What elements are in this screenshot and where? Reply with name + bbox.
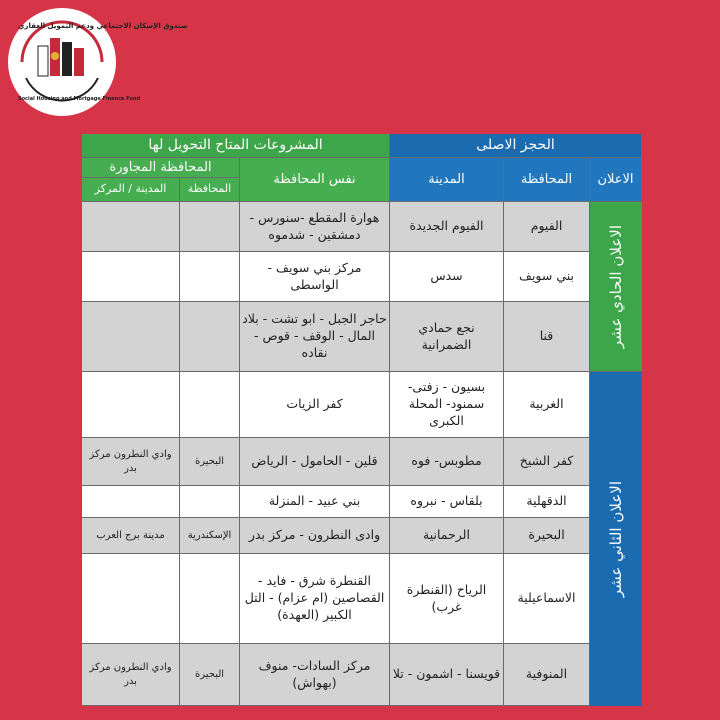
table-row: بني عبيد - المنزلة (240, 486, 390, 518)
table-row: الفيوم (504, 202, 590, 252)
table-row (82, 554, 180, 644)
header-governorate: المحافظة (504, 158, 590, 202)
table-row (180, 202, 240, 252)
table-row (82, 372, 180, 438)
table-row (180, 554, 240, 644)
announcement-12-label: الاعلان الثاني عشر (606, 480, 625, 598)
table-row: الاسماعيلية (504, 554, 590, 644)
table-row: بني سويف (504, 252, 590, 302)
logo-arabic-text: صندوق الإسكان الاجتماعي ودعم التمويل العقاري (18, 22, 188, 30)
table-row (82, 252, 180, 302)
table-row: قويسنا - اشمون - تلا (390, 644, 504, 706)
table-row (82, 486, 180, 518)
header-city: المدينة (390, 158, 504, 202)
header-neighboring-governorate: المحافظة المجاورة (82, 158, 240, 178)
table-row (82, 302, 180, 372)
table-row: الدقهلية (504, 486, 590, 518)
table-row: وادي النطرون مركز بدر (82, 438, 180, 486)
table-row: وادى النطرون - مركز بدر (240, 518, 390, 554)
table-row: البحيرة (180, 644, 240, 706)
header-nb-governorate: المحافظة (180, 178, 240, 202)
table-row (180, 372, 240, 438)
table-row: وادي النطرون مركز بدر (82, 644, 180, 706)
table-row: كفر الشيخ (504, 438, 590, 486)
announcement-11-label: الاعلان الحادي عشر (606, 224, 625, 349)
table-row: سدس (390, 252, 504, 302)
table-row: الرياح (القنطرة غرب) (390, 554, 504, 644)
fund-logo (8, 8, 188, 116)
header-available-projects: المشروعات المتاح التحويل لها (82, 134, 390, 158)
table-row: مركز بني سويف - الواسطى (240, 252, 390, 302)
logo-english-text: Social Housing and Mortgage Finance Fund (18, 96, 141, 102)
table-row: نجع حمادي الضمرانية (390, 302, 504, 372)
table-row: الإسكندرية (180, 518, 240, 554)
header-same-governorate: نفس المحافظة (240, 158, 390, 202)
announcement-11 (590, 202, 642, 372)
table-row: المنوفية (504, 644, 590, 706)
header-original-booking: الحجز الاصلى (390, 134, 642, 158)
table-row: الرحمانية (390, 518, 504, 554)
table-row: كفر الزيات (240, 372, 390, 438)
table-row (180, 302, 240, 372)
table-row: بسيون - زفتى- سمنود- المحلة الكبرى (390, 372, 504, 438)
transfer-table (82, 134, 642, 706)
table-row (180, 486, 240, 518)
table-row: البحيرة (504, 518, 590, 554)
table-row: مركز السادات- منوف (بهواش) (240, 644, 390, 706)
header-announcement: الاعلان (590, 158, 642, 202)
table-row: الفيوم الجديدة (390, 202, 504, 252)
header-nb-city-center: المدينة / المركز (82, 178, 180, 202)
table-row: القنطرة شرق - فايد - القصاصين (ام عزام) - التل الكبير (العهدة) (240, 554, 390, 644)
table-row: حاجر الجبل - ابو تشت - بلاد المال - الوقف - قوص - نقاده (240, 302, 390, 372)
table-row: مطوبس- فوه (390, 438, 504, 486)
table-row: قنا (504, 302, 590, 372)
table-row: هوارة المقطع -سنورس - دمشقين - شدموه (240, 202, 390, 252)
table-row (180, 252, 240, 302)
table-row: قلين - الحامول - الرياض (240, 438, 390, 486)
table-row: البحيرة (180, 438, 240, 486)
table-row: مدينة برج العرب (82, 518, 180, 554)
announcement-12 (590, 372, 642, 706)
table-row (82, 202, 180, 252)
table-row: بلقاس - نبروه (390, 486, 504, 518)
table-row: الغربية (504, 372, 590, 438)
